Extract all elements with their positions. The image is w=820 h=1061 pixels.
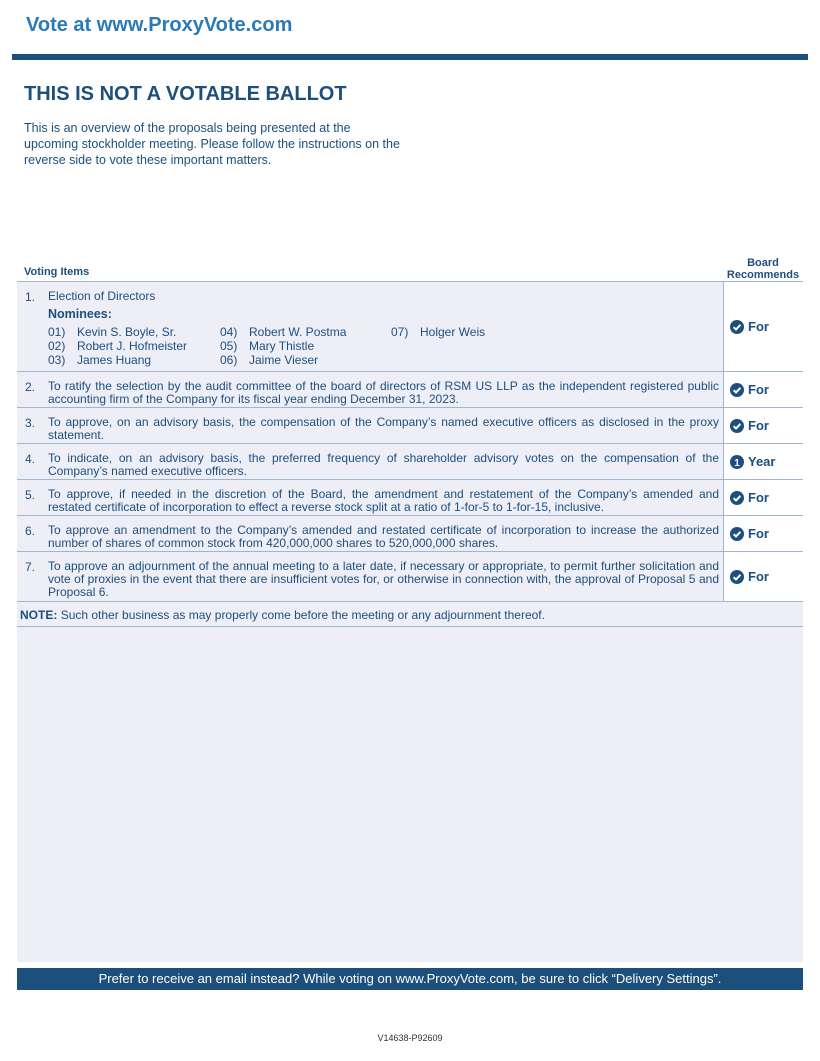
board-recommendation-cell (723, 282, 804, 371)
recommendation-label: Year (748, 454, 776, 469)
board-recommendation-cell (723, 408, 804, 443)
proposal-number: 7. (25, 560, 36, 574)
nominee-name: Robert W. Postma (249, 325, 347, 339)
proposal-row-6 (17, 516, 803, 552)
recommendation (730, 382, 769, 397)
board-recommendation-cell (723, 552, 804, 601)
voting-items-header: Voting Items (24, 266, 90, 278)
proposal-text: To approve an amendment to the Company’s amended and restated certificate of incorporation to increase the authorized number of shares of common stock from 420,000,000 shares to 520,000,000 shares. (48, 523, 719, 550)
proxyvote-url-header: Vote at www.ProxyVote.com (26, 14, 293, 36)
nominee-number: 07) (391, 325, 409, 339)
proposal-title: Election of Directors (48, 289, 156, 303)
nominee-name: Holger Weis (420, 325, 486, 339)
nominee-item (48, 353, 151, 367)
voting-items-panel (17, 281, 803, 962)
recommendation (730, 490, 769, 505)
proposal-number: 4. (25, 452, 36, 466)
proposal-row-1 (17, 282, 803, 372)
proposal-row-5 (17, 480, 803, 516)
proposal-row-4 (17, 444, 803, 480)
nominees-label: Nominees: (48, 307, 112, 321)
proposal-number: 6. (25, 524, 36, 538)
recommendation (730, 454, 775, 469)
rec-icon-number: 1 (734, 457, 740, 469)
note-body: Such other business as may properly come before the meeting or any adjournment thereof. (60, 608, 545, 622)
nominee-item (220, 353, 318, 367)
proposal-text: To approve, on an advisory basis, the compensation of the Company’s named executive officers as disclosed in the proxy statement. (48, 415, 719, 442)
recommendation-label: For (748, 490, 769, 505)
recommendation (730, 418, 769, 433)
board-recommendation-cell (723, 372, 804, 407)
recommendation-label: For (748, 526, 769, 541)
nominee-number: 03) (48, 353, 66, 367)
board-recommends-header (722, 257, 804, 281)
checkmark-circle-icon (730, 491, 744, 505)
recommendation-label: For (748, 319, 769, 334)
recommendation-label: For (748, 569, 769, 584)
proposal-text: To indicate, on an advisory basis, the preferred frequency of shareholder advisory votes on the compensation of the Company’s named executive officers. (48, 451, 719, 478)
page-title: THIS IS NOT A VOTABLE BALLOT (24, 83, 347, 105)
top-divider-bar (12, 54, 808, 60)
proposal-number: 3. (25, 416, 36, 430)
number-one-circle-icon (730, 455, 744, 469)
proposal-row-2 (17, 372, 803, 408)
nominee-name: Robert J. Hofmeister (77, 339, 188, 353)
nominee-item (48, 325, 176, 339)
proposal-number: 2. (25, 380, 36, 394)
intro-text: This is an overview of the proposals being presented at the upcoming stockholder meeting. Please follow the instructions on the reverse side to vote these important matters. (24, 121, 400, 167)
checkmark-circle-icon (730, 570, 744, 584)
nominee-item (220, 325, 346, 339)
proposal-text: To ratify the selection by the audit committee of the board of directors of RSM US LLP as the independent registered public accounting firm of the Company for its fiscal year ending December 31, 2023. (48, 379, 719, 406)
board-recommendation-cell (723, 480, 804, 515)
board-recommendation-cell (723, 516, 804, 551)
checkmark-circle-icon (730, 383, 744, 397)
proposal-text: To approve, if needed in the discretion of the Board, the amendment and restatement of the Company’s amended and restated certificate of incorporation to effect a reverse stock split at a ratio of 1-for-5 to 1-for-15, inclusive. (48, 487, 719, 514)
proposal-row-3 (17, 408, 803, 444)
nominee-number: 06) (220, 353, 238, 367)
board-header-line2: Recommends (726, 269, 800, 281)
nominee-item (391, 325, 485, 339)
nominee-item (48, 339, 187, 353)
proposal-text: To approve an adjournment of the annual meeting to a later date, if necessary or appropriate, to permit further solicitation and vote of proxies in the event that there are insufficient votes for, or otherwise in connection with, the approval of Proposal 5 and Proposal 6. (48, 559, 719, 599)
recommendation-label: For (748, 382, 769, 397)
note-label: NOTE: (20, 608, 58, 622)
checkmark-circle-icon (730, 320, 744, 334)
note-text (20, 608, 545, 622)
recommendation (730, 526, 769, 541)
checkmark-circle-icon (730, 419, 744, 433)
note-row (17, 602, 803, 627)
board-header-line1: Board (747, 257, 779, 269)
nominee-item (220, 339, 314, 353)
proposal-number: 5. (25, 488, 36, 502)
nominee-number: 05) (220, 339, 238, 353)
nominee-name: James Huang (77, 353, 152, 367)
delivery-settings-footer: Prefer to receive an email instead? While voting on www.ProxyVote.com, be sure to click “Delivery Settings”. (17, 968, 803, 990)
nominee-number: 01) (48, 325, 66, 339)
nominee-name: Mary Thistle (249, 339, 315, 353)
recommendation (730, 569, 769, 584)
checkmark-circle-icon (730, 527, 744, 541)
nominee-number: 02) (48, 339, 66, 353)
proposal-number: 1. (25, 290, 36, 304)
nominee-name: Jaime Vieser (249, 353, 319, 367)
recommendation (730, 319, 769, 334)
nominee-number: 04) (220, 325, 238, 339)
document-code: V14638-P92609 (377, 1033, 443, 1043)
nominee-name: Kevin S. Boyle, Sr. (77, 325, 177, 339)
proposal-row-7 (17, 552, 803, 602)
recommendation-label: For (748, 418, 769, 433)
board-recommendation-cell (723, 444, 804, 479)
